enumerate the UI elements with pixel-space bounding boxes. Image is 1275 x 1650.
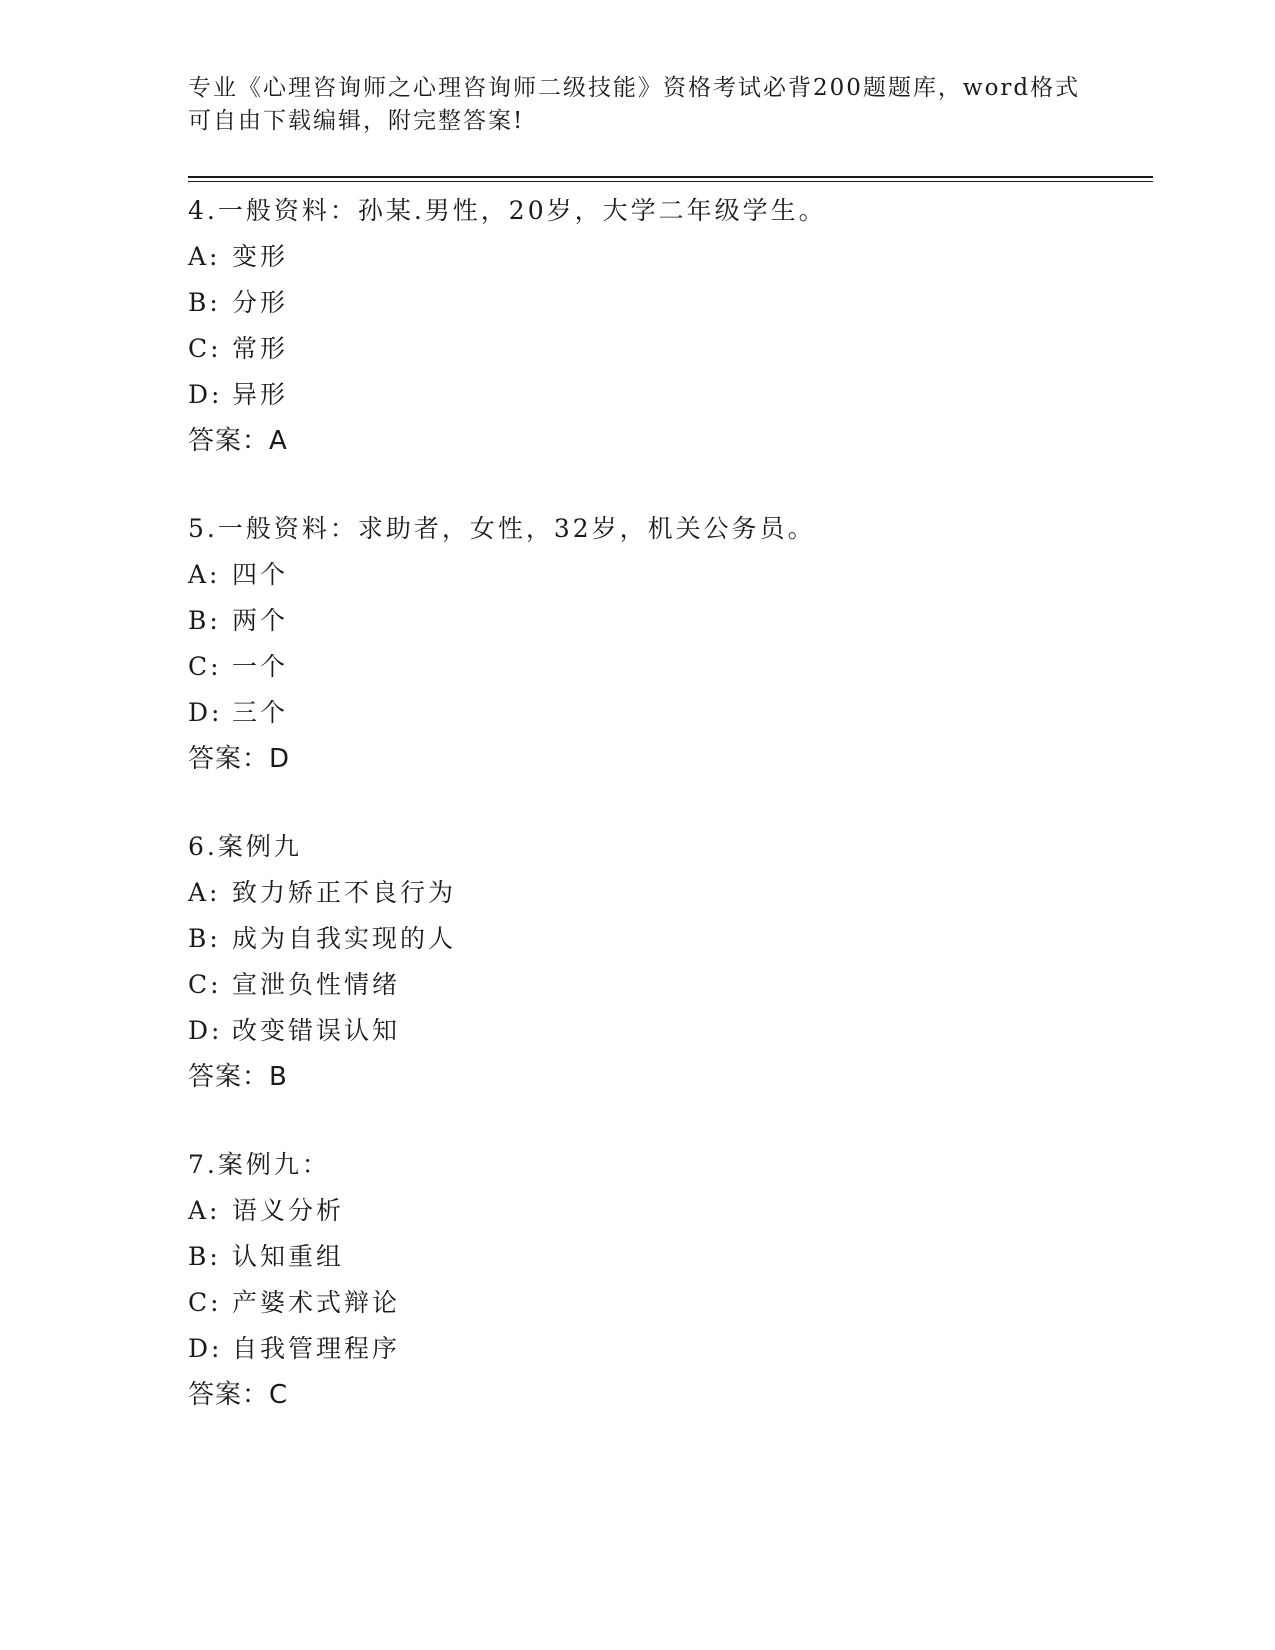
option-text: 变形 (232, 242, 289, 271)
header-divider-thin (188, 181, 1153, 182)
option-text: 两个 (232, 606, 289, 635)
option-b (188, 598, 1148, 644)
option-letter: C: (188, 970, 222, 999)
option-text: 一个 (232, 652, 289, 681)
option-text: 分形 (232, 288, 289, 317)
option-text: 产婆术式辩论 (232, 1288, 401, 1317)
option-letter: C: (188, 1288, 222, 1317)
question-stem: 5.一般资料：求助者，女性，32岁，机关公务员。 (188, 514, 816, 543)
option-text: 异形 (232, 380, 289, 409)
answer-line: 答案：C (188, 1380, 289, 1410)
option-d (188, 690, 1148, 736)
option-a (188, 870, 1148, 916)
option-text: 致力矫正不良行为 (232, 878, 457, 907)
option-a (188, 234, 1148, 280)
option-c (188, 326, 1148, 372)
option-text: 四个 (232, 560, 289, 589)
option-letter: B: (188, 1242, 221, 1271)
option-letter: B: (188, 924, 221, 953)
option-a (188, 1188, 1148, 1234)
option-d (188, 372, 1148, 418)
option-text: 认知重组 (232, 1242, 345, 1271)
question-4 (188, 188, 1148, 464)
option-letter: A: (188, 560, 221, 589)
answer-line: 答案：A (188, 426, 288, 456)
option-a (188, 552, 1148, 598)
option-letter: C: (188, 652, 222, 681)
option-b (188, 916, 1148, 962)
question-6 (188, 824, 1148, 1100)
option-letter: D: (188, 1016, 223, 1045)
option-letter: A: (188, 1196, 221, 1225)
option-letter: D: (188, 1334, 223, 1363)
question-stem: 4.一般资料：孙某.男性，20岁，大学二年级学生。 (188, 196, 827, 225)
question-stem: 7.案例九： (188, 1150, 330, 1179)
option-letter: C: (188, 334, 222, 363)
option-letter: D: (188, 380, 223, 409)
option-c (188, 1280, 1148, 1326)
option-letter: B: (188, 288, 221, 317)
option-b (188, 280, 1148, 326)
option-text: 常形 (232, 334, 289, 363)
option-text: 语义分析 (232, 1196, 345, 1225)
option-letter: D: (188, 698, 223, 727)
option-text: 成为自我实现的人 (232, 924, 457, 953)
header-line-1: 专业《心理咨询师之心理咨询师二级技能》资格考试必背200题题库，word格式 (188, 75, 1081, 101)
option-text: 改变错误认知 (232, 1016, 401, 1045)
question-7 (188, 1142, 1148, 1418)
option-d (188, 1008, 1148, 1054)
question-stem: 6.案例九 (188, 832, 302, 861)
header-divider-thick (188, 176, 1153, 178)
option-letter: A: (188, 242, 221, 271)
document-header (188, 72, 1081, 138)
option-text: 自我管理程序 (232, 1334, 401, 1363)
option-c (188, 644, 1148, 690)
option-text: 三个 (232, 698, 289, 727)
answer-line: 答案：B (188, 1062, 288, 1092)
option-letter: A: (188, 878, 221, 907)
question-5 (188, 506, 1148, 782)
option-c (188, 962, 1148, 1008)
option-b (188, 1234, 1148, 1280)
option-letter: B: (188, 606, 221, 635)
answer-line: 答案：D (188, 744, 291, 774)
option-d (188, 1326, 1148, 1372)
header-line-2: 可自由下载编辑，附完整答案! (188, 108, 525, 134)
option-text: 宣泄负性情绪 (232, 970, 401, 999)
question-list (188, 188, 1148, 1460)
